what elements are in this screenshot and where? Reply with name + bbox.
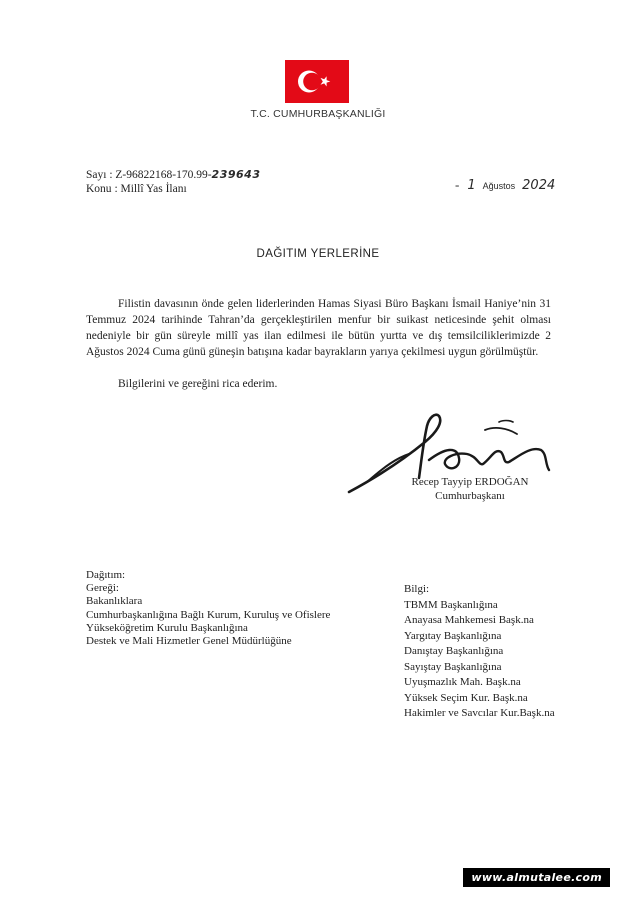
document-heading: DAĞITIM YERLERİNE [256,248,380,260]
body-paragraph: Filistin davasının önde gelen liderlerinden Hamas Siyasi Büro Başkanı İsmail Haniye’nin 31 Temmuz 2024 tarihinde Tahran’da gerçekleştirilen menfur bir suikast neticesinde şehit olması nedeniyle bir gün süreyle millî yas ilan edilmesi ile bütün yurtta ve dış temsilciliklerimizde 2 Ağustos 2024 Cuma günü güneşin batışına kadar bayrakların yarıya çekilmesi uygun görülmüştür. [86,298,551,358]
konu-line [86,183,187,195]
gereği-item: Cumhurbaşkanlığına Bağlı Kurum, Kuruluş ve Ofislere [86,608,331,621]
signer-title: Cumhurbaşkanı [435,490,505,502]
signer-block [400,475,540,503]
distribution-gereği [86,569,330,648]
bilgi-item: Uyuşmazlık Mah. Başk.na [404,676,521,688]
bilgi-item: Yüksek Seçim Kur. Başk.na [404,691,528,704]
bilgi-item: Sayıştay Başkanlığına [404,660,502,673]
konu-label: Konu [86,183,112,195]
gereği-item: Bakanlıklara [86,595,143,608]
sayi-handwritten-number: 239643 [211,168,261,181]
bilgi-item: Hakimler ve Savcılar Kur.Başk.na [404,707,555,719]
gereği-item: Yükseköğretim Kurulu Başkanlığına [86,621,248,634]
distribution-bilgi [404,582,555,722]
bilgi-label: Bilgi: [404,583,430,595]
date-dash: - [455,177,460,192]
closing-line: Bilgilerini ve gereğini rica ederim. [118,378,278,390]
date-day: 1 [467,178,476,193]
gereği-label: Gereği: [86,582,119,595]
date-month: Ağustos [482,181,516,191]
bilgi-item: TBMM Başkanlığına [404,598,498,611]
turkish-flag-emblem [285,60,349,103]
sayi-label: Sayı [86,169,107,181]
distribution-label: Dağıtım: [86,569,126,581]
sayi-value: : Z-96822168-170.99- [109,169,212,181]
sayi-line [86,168,260,181]
document-date [455,176,555,194]
watermark-link[interactable]: www.almutalee.com [463,868,610,887]
bilgi-item: Anayasa Mahkemesi Başk.na [404,614,534,626]
bilgi-item: Danıştay Başkanlığına [404,645,504,657]
konu-value: : Millî Yas İlanı [114,183,187,195]
organization-name: T.C. CUMHURBAŞKANLIĞI [250,108,386,120]
signer-name: Recep Tayyip ERDOĞAN [411,476,529,488]
gereği-item: Destek ve Mali Hizmetler Genel Müdürlüğüne [86,635,292,648]
date-year: 2024 [522,178,556,193]
bilgi-item: Yargıtay Başkanlığına [404,629,502,642]
